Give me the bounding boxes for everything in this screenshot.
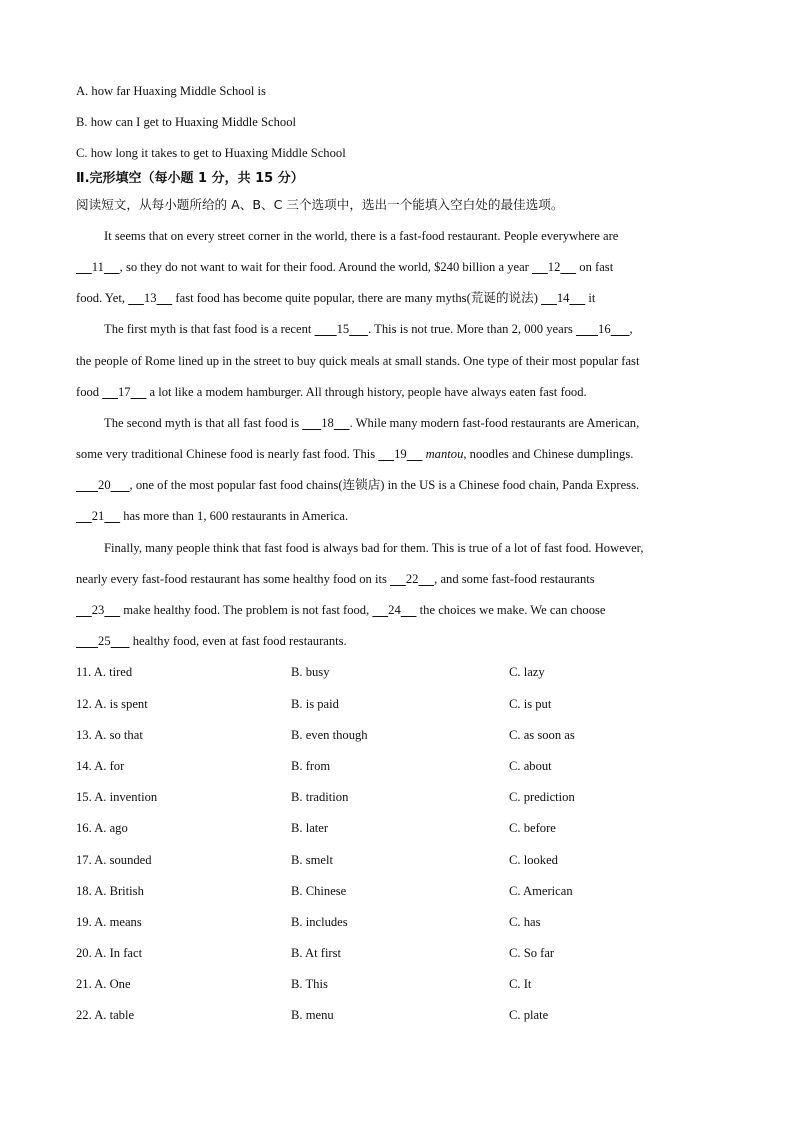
- choice-c[interactable]: C. plate: [509, 1008, 549, 1023]
- choice-b[interactable]: B. tradition: [291, 790, 349, 805]
- passage-line: 23 make healthy food. The problem is not fast food, 24 the choices we make. We can choose: [76, 599, 721, 630]
- blank-22[interactable]: 22: [405, 571, 419, 586]
- section-instruction: 阅读短文，从每小题所给的 A、B、C 三个选项中，选出一个能填入空白处的最佳选项。: [76, 196, 564, 212]
- choice-a[interactable]: 16. A. ago: [76, 821, 128, 836]
- option-c: C. how long it takes to get to Huaxing Middle School: [76, 146, 346, 161]
- question-row: [76, 849, 721, 880]
- passage-line: 11 , so they do not want to wait for their food. Around the world, $240 billion a year 12 on fast: [76, 256, 721, 287]
- question-row: [76, 911, 721, 942]
- choice-a[interactable]: 18. A. British: [76, 883, 144, 898]
- passage-line: 25 healthy food, even at fast food restaurants.: [76, 630, 721, 661]
- blank-19[interactable]: 19: [394, 447, 407, 462]
- blank-25[interactable]: 25: [98, 634, 111, 649]
- passage-line: food 17 a lot like a modem hamburger. All through history, people have always eaten fast food.: [76, 381, 721, 412]
- blank-15[interactable]: 15: [336, 322, 350, 337]
- choice-a[interactable]: 12. A. is spent: [76, 696, 148, 711]
- blank-18[interactable]: 18: [321, 415, 334, 430]
- blank-12[interactable]: 12: [547, 259, 561, 274]
- question-row: [76, 1004, 721, 1035]
- choice-b[interactable]: B. This: [291, 977, 328, 992]
- blank-11[interactable]: 11: [91, 259, 104, 274]
- choice-c[interactable]: C. is put: [509, 696, 552, 711]
- blank-16[interactable]: 16: [598, 322, 611, 337]
- choice-c[interactable]: C. It: [509, 977, 532, 992]
- choice-c[interactable]: C. prediction: [509, 790, 575, 805]
- choice-b[interactable]: B. includes: [291, 914, 348, 929]
- choice-b[interactable]: B. from: [291, 758, 331, 773]
- passage-line: The first myth is that fast food is a recent 15 . This is not true. More than 2, 000 years 16 ,: [76, 318, 721, 349]
- choice-b[interactable]: B. menu: [291, 1008, 334, 1023]
- choice-c[interactable]: C. about: [509, 758, 552, 773]
- passage-line: 21 has more than 1, 600 restaurants in America.: [76, 505, 721, 536]
- question-row: [76, 724, 721, 755]
- choice-c[interactable]: C. looked: [509, 852, 558, 867]
- choice-c[interactable]: C. American: [509, 883, 573, 898]
- question-row: [76, 817, 721, 848]
- option-a: A. how far Huaxing Middle School is: [76, 84, 266, 98]
- question-row: [76, 693, 721, 724]
- passage-line: nearly every fast-food restaurant has some healthy food on its 22 , and some fast-food restaurants: [76, 568, 721, 599]
- question-row: [76, 786, 721, 817]
- question-row: [76, 880, 721, 911]
- choice-c[interactable]: C. before: [509, 821, 556, 836]
- choice-c[interactable]: C. lazy: [509, 665, 545, 680]
- question-list: [76, 661, 721, 1035]
- question-row: [76, 661, 721, 692]
- section-title: Ⅱ.完形填空（每小题 1 分，共 15 分）: [76, 170, 304, 186]
- passage-line: some very traditional Chinese food is nearly fast food. This 19 mantou, noodles and Chinese dumplings.: [76, 443, 721, 474]
- choice-b[interactable]: B. At first: [291, 946, 342, 961]
- passage-line: Finally, many people think that fast food is always bad for them. This is true of a lot of fast food. However,: [104, 540, 644, 555]
- blank-21[interactable]: 21: [91, 509, 105, 524]
- choice-a[interactable]: 17. A. sounded: [76, 852, 152, 867]
- question-row: [76, 942, 721, 973]
- option-b: B. how can I get to Huaxing Middle School: [76, 115, 297, 130]
- choice-a[interactable]: 14. A. for: [76, 758, 125, 773]
- choice-b[interactable]: B. even though: [291, 727, 368, 742]
- passage-line: the people of Rome lined up in the street to buy quick meals at small stands. One type of their most popular fast: [76, 353, 640, 368]
- passage-line: 20 , one of the most popular fast food chains(连锁店) in the US is a Chinese food chain, Panda Express.: [76, 474, 721, 505]
- passage-line: It seems that on every street corner in the world, there is a fast-food restaurant. People everywhere are: [104, 228, 619, 243]
- blank-14[interactable]: 14: [556, 291, 570, 306]
- passage-line: The second myth is that all fast food is 18 . While many modern fast-food restaurants are American,: [76, 412, 721, 443]
- passage-line: food. Yet, 13 fast food has become quite popular, there are many myths(荒诞的说法) 14 it: [76, 287, 721, 318]
- choice-b[interactable]: B. Chinese: [291, 883, 347, 898]
- choice-b[interactable]: B. is paid: [291, 696, 339, 711]
- choice-b[interactable]: B. busy: [291, 665, 330, 680]
- question-row: [76, 755, 721, 786]
- choice-a[interactable]: 21. A. One: [76, 977, 131, 992]
- question-row: [76, 973, 721, 1004]
- choice-c[interactable]: C. as soon as: [509, 727, 575, 742]
- choice-c[interactable]: C. has: [509, 914, 541, 929]
- blank-20[interactable]: 20: [98, 478, 111, 493]
- choice-c[interactable]: C. So far: [509, 946, 555, 961]
- blank-17[interactable]: 17: [118, 384, 131, 399]
- exam-page: [76, 80, 721, 1036]
- blank-24[interactable]: 24: [388, 603, 401, 617]
- blank-13[interactable]: 13: [143, 291, 157, 306]
- choice-a[interactable]: 15. A. invention: [76, 790, 158, 805]
- passage: [76, 225, 721, 662]
- choice-b[interactable]: B. later: [291, 821, 329, 836]
- blank-23[interactable]: 23: [91, 603, 105, 617]
- choice-a[interactable]: 19. A. means: [76, 914, 142, 929]
- choice-a[interactable]: 22. A. table: [76, 1008, 135, 1023]
- choice-b[interactable]: B. smelt: [291, 852, 333, 867]
- choice-a[interactable]: 11. A. tired: [76, 665, 133, 680]
- choice-a[interactable]: 13. A. so that: [76, 727, 143, 742]
- choice-a[interactable]: 20. A. In fact: [76, 946, 143, 961]
